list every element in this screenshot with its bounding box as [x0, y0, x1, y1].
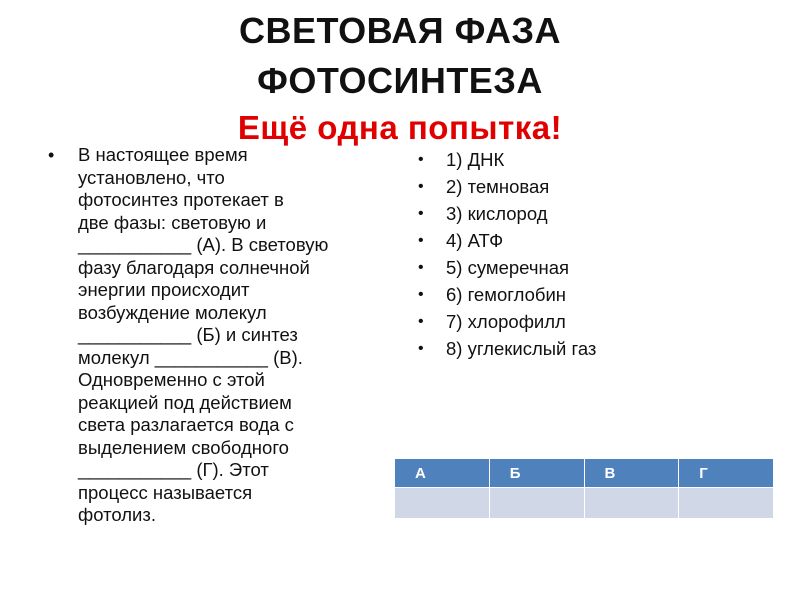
answer-options-list	[418, 146, 596, 362]
subtitle: Ещё одна попытка!	[237, 109, 563, 146]
option-label: 8) углекислый газ	[446, 338, 597, 359]
option-label: 2) темновая	[446, 176, 550, 197]
option-label: 1) ДНК	[446, 149, 505, 170]
option-label: 3) кислород	[446, 203, 548, 224]
header-cell-v: В	[584, 459, 679, 488]
bullet-icon: •	[48, 145, 55, 165]
list-item	[418, 200, 596, 227]
bullet-icon: •	[418, 286, 424, 303]
answer-cell-b[interactable]	[489, 488, 584, 519]
bullet-icon: •	[418, 340, 424, 357]
task-paragraph: В настоящее время установлено, что фотосинтез протекает в две фазы: световую и ___________ (А). В световую фазу благодаря солнечной энергии происходит возбуждение молекул ___________ (Б) и синтез молекул ___________ (В). Одновременно с этой реакцией под действием света разлагается вода с выделением свободного ___________ (Г). Этот процесс называется фотолиз.	[78, 144, 329, 525]
list-item	[418, 335, 596, 362]
table-row	[395, 488, 774, 519]
option-label: 4) АТФ	[446, 230, 504, 251]
list-item	[418, 173, 596, 200]
bullet-icon: •	[418, 259, 424, 276]
list-item	[418, 254, 596, 281]
title-line-2: ФОТОСИНТЕЗА	[257, 60, 543, 101]
list-item	[418, 227, 596, 254]
option-label: 5) сумеречная	[446, 257, 570, 278]
title-line-1: СВЕТОВАЯ ФАЗА	[238, 10, 562, 51]
option-label: 7) хлорофилл	[446, 311, 566, 332]
option-label: 6) гемоглобин	[446, 284, 567, 305]
bullet-icon: •	[418, 205, 424, 222]
answer-cell-a[interactable]	[395, 488, 490, 519]
bullet-icon: •	[418, 151, 424, 168]
bullet-icon: •	[418, 178, 424, 195]
header-cell-a: А	[395, 459, 490, 488]
answer-cell-v[interactable]	[584, 488, 679, 519]
list-item	[418, 308, 596, 335]
header-cell-b: Б	[489, 459, 584, 488]
table-header-row	[395, 459, 774, 488]
bullet-icon: •	[418, 313, 424, 330]
bullet-icon: •	[418, 232, 424, 249]
list-item	[418, 281, 596, 308]
list-item	[418, 146, 596, 173]
header-cell-g: Г	[679, 459, 774, 488]
task-text-block	[48, 144, 393, 527]
slide-title	[0, 6, 800, 147]
answer-cell-g[interactable]	[679, 488, 774, 519]
answer-table	[394, 458, 774, 519]
